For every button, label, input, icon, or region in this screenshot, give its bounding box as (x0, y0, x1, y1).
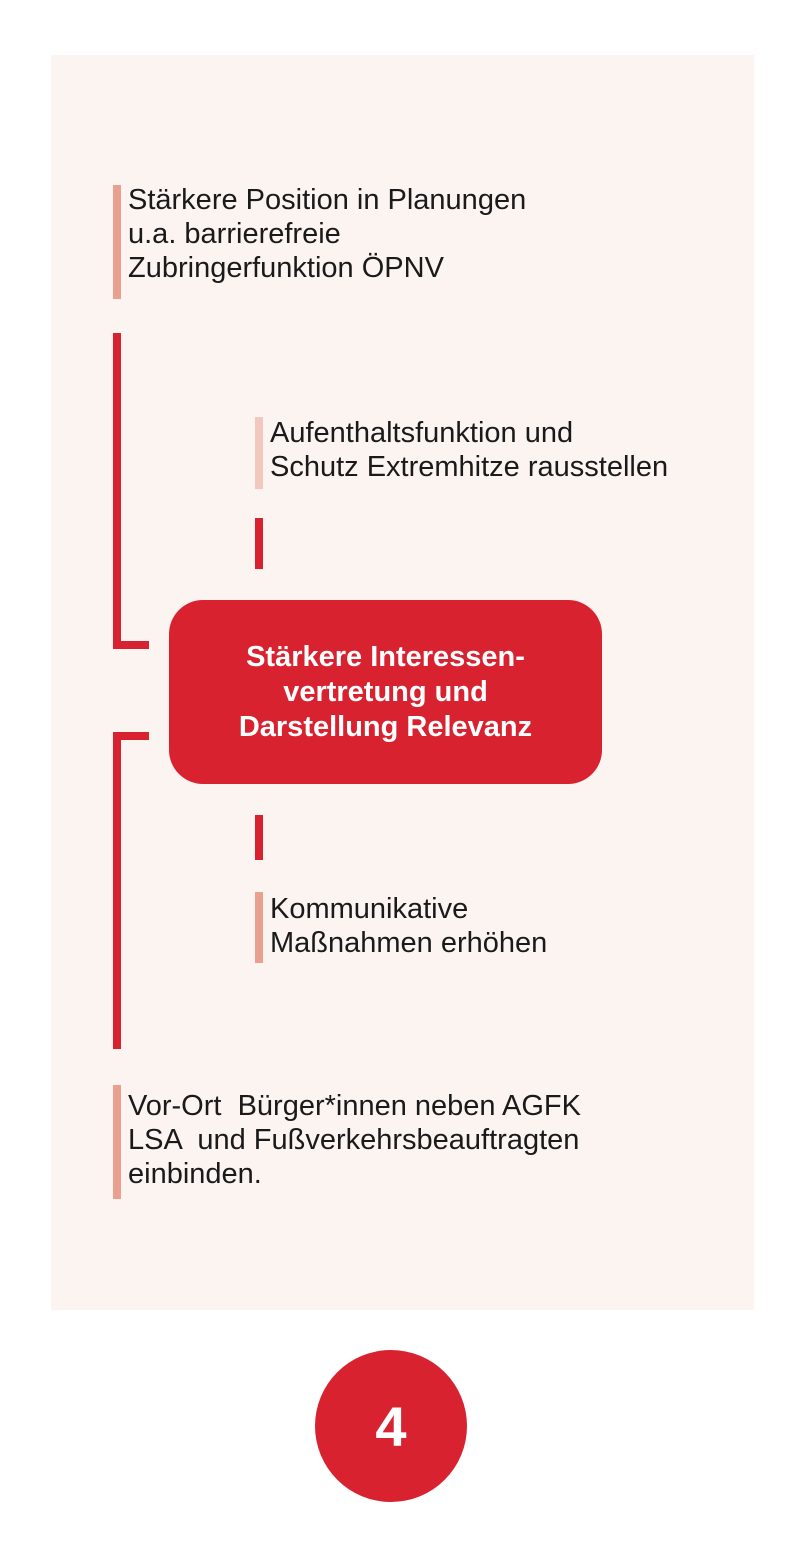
connector-center-top (255, 518, 263, 569)
accent-bar-top-left (113, 185, 121, 299)
accent-bar-bottom-inner (255, 892, 263, 963)
item-top-inner-line-1: Aufenthaltsfunktion und (270, 417, 574, 449)
center-node-line-2: vertretung und (283, 675, 488, 708)
accent-bar-bottom-left (113, 1085, 121, 1199)
accent-bar-top-inner (255, 417, 263, 489)
item-bottom-left-line-1: Vor-Ort Bürger*innen neben AGFK (128, 1090, 581, 1122)
item-bottom-left-line-3: einbinden. (128, 1158, 262, 1190)
item-top-left-line-1: Stärkere Position in Planungen (128, 184, 527, 216)
item-top-left-line-2: u.a. barrierefreie (128, 218, 341, 250)
item-bottom-inner-line-1: Kommunikative (270, 893, 469, 925)
center-node-line-1: Stärkere Interessen- (246, 640, 525, 673)
center-node (169, 600, 602, 784)
item-bottom-inner (270, 892, 547, 960)
connector-top-vertical (113, 333, 121, 649)
center-node-line-3: Darstellung Relevanz (238, 710, 533, 743)
connector-bottom-vertical (113, 732, 121, 1049)
step-number: 4 (375, 1394, 407, 1458)
step-number-badge (315, 1350, 467, 1502)
item-bottom-inner-line-2: Maßnahmen erhöhen (270, 927, 548, 959)
item-bottom-left-line-2: LSA und Fußverkehrsbeauftragten (128, 1124, 580, 1156)
item-top-inner (270, 416, 668, 484)
connector-center-bottom (255, 815, 263, 860)
item-top-inner-line-2: Schutz Extremhitze rausstellen (270, 451, 669, 483)
connector-top-horizontal (113, 641, 149, 649)
item-top-left (128, 183, 526, 285)
item-bottom-left (128, 1089, 581, 1191)
item-top-left-line-3: Zubringerfunktion ÖPNV (128, 252, 444, 284)
